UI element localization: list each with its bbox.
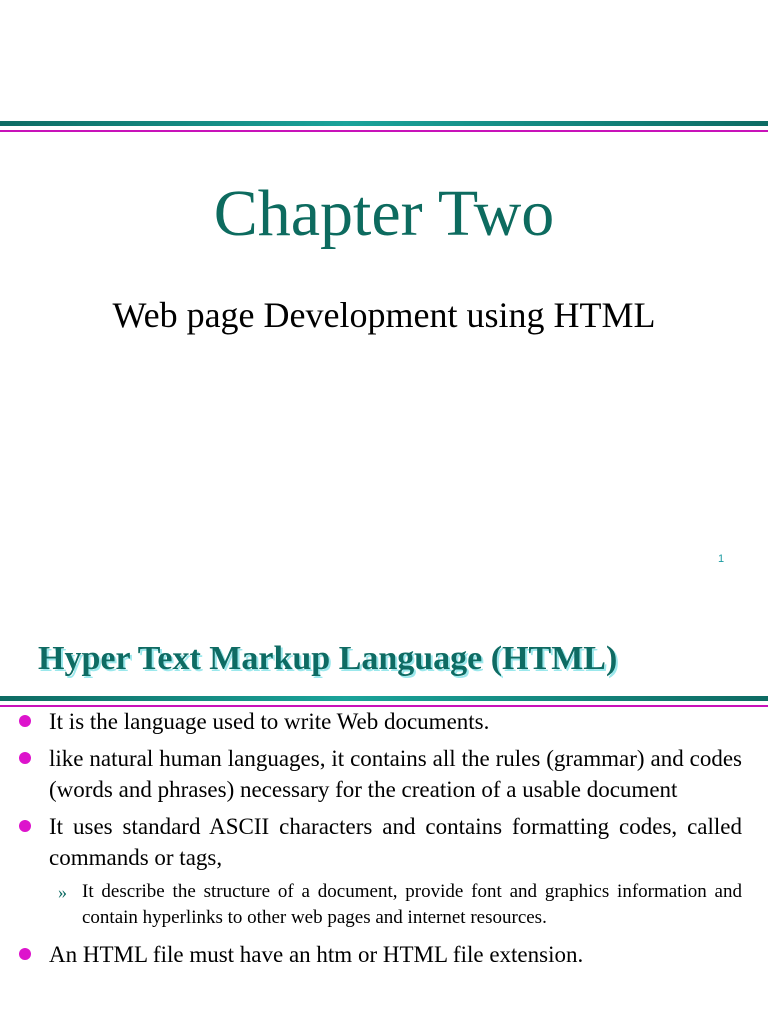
sub-bullet-text: It describe the structure of a document, provide font and graphics information and contain hyperlinks to other web pages and internet resources. bbox=[82, 881, 742, 928]
bullet-list bbox=[18, 706, 742, 976]
bullet-text: like natural human languages, it contains all the rules (grammar) and codes (words and phrases) necessary for the creation of a usable document bbox=[49, 746, 742, 802]
top-rule-magenta bbox=[0, 130, 768, 132]
heading-rule-teal bbox=[0, 696, 768, 701]
bullet-dot-icon bbox=[19, 752, 31, 764]
page-number: 1 bbox=[718, 553, 725, 565]
bullet-item bbox=[18, 706, 742, 737]
top-rule-teal bbox=[0, 121, 768, 126]
chapter-subtitle: Web page Development using HTML bbox=[112, 295, 656, 335]
bullet-dot-icon bbox=[19, 948, 31, 960]
double-chevron-icon: » bbox=[58, 882, 67, 902]
section-heading: Hyper Text Markup Language (HTML) bbox=[38, 640, 618, 677]
html-intro-slide bbox=[0, 610, 768, 1024]
bullet-item bbox=[18, 811, 742, 873]
bullet-item bbox=[18, 939, 742, 970]
bullet-item bbox=[18, 743, 742, 805]
sub-bullet-item bbox=[58, 879, 742, 931]
bullet-text: It is the language used to write Web documents. bbox=[49, 709, 490, 734]
bullet-text: It uses standard ASCII characters and contains formatting codes, called commands or tags, bbox=[49, 814, 742, 870]
bullet-text: An HTML file must have an htm or HTML file extension. bbox=[49, 942, 584, 967]
chapter-title: Chapter Two bbox=[213, 177, 555, 250]
bullet-dot-icon bbox=[19, 715, 31, 727]
bullet-dot-icon bbox=[19, 820, 31, 832]
